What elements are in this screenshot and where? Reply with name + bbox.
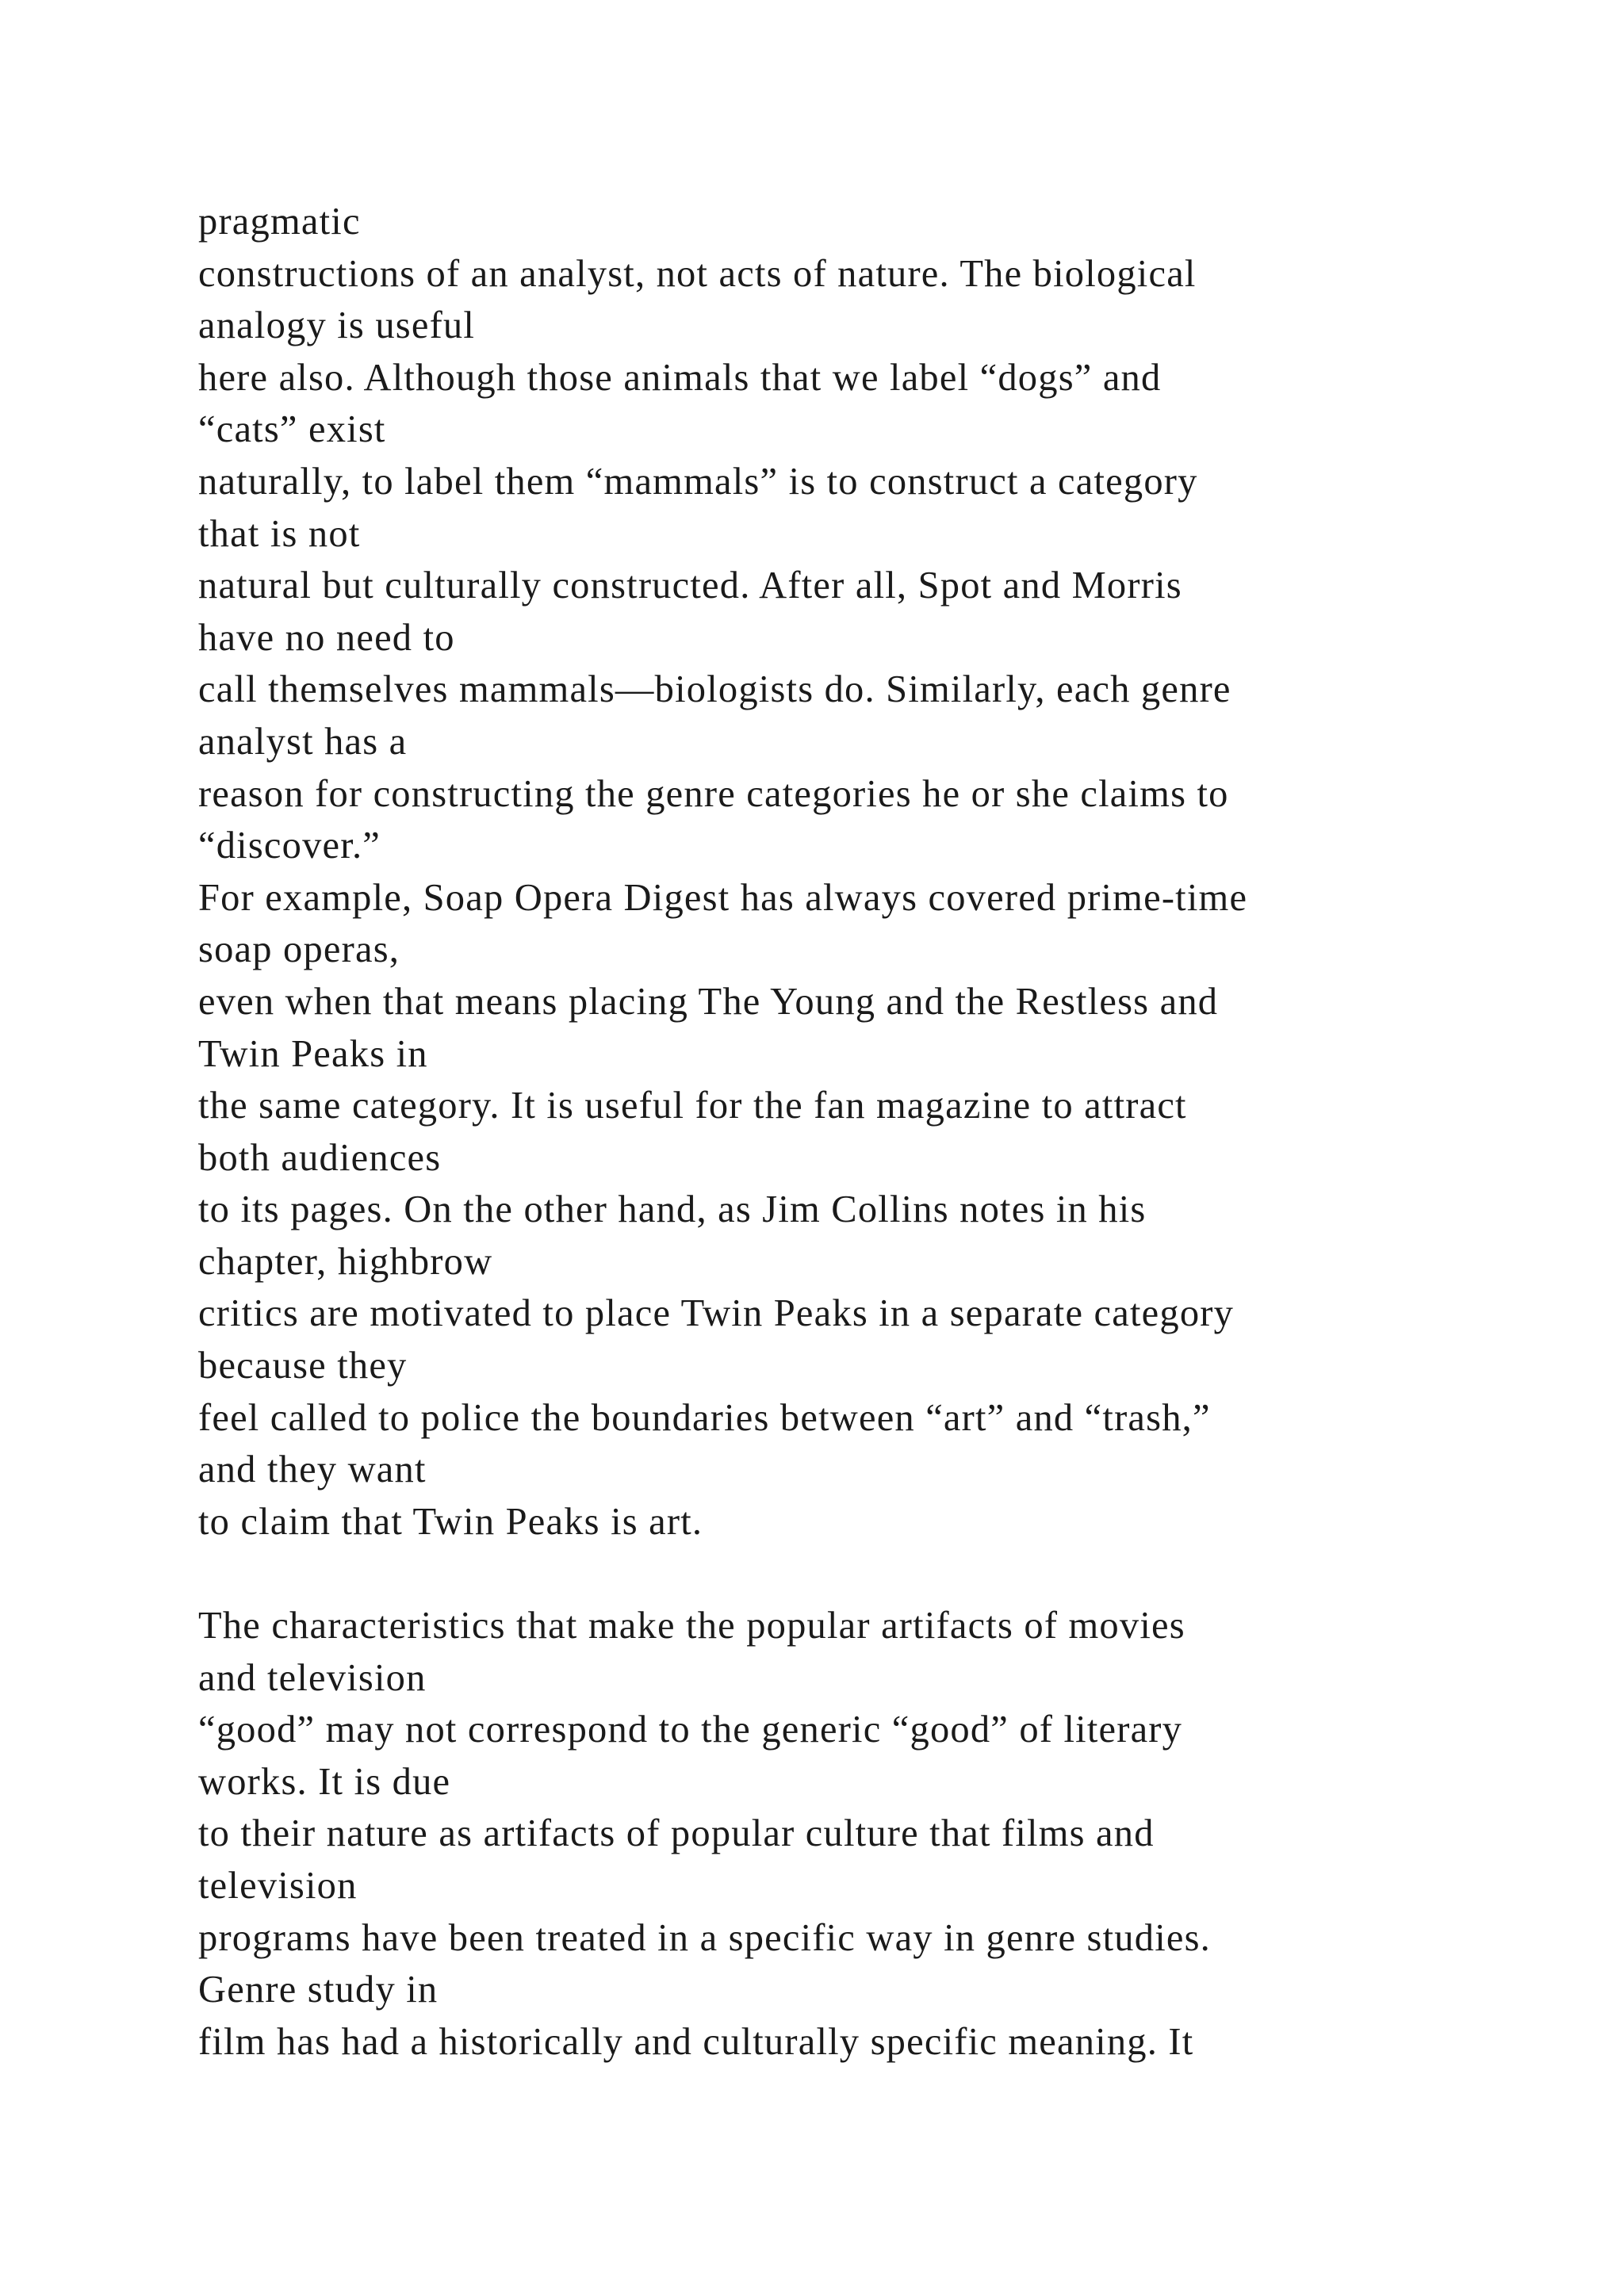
text-line: Twin Peaks in [198,1032,428,1075]
text-line: “good” may not correspond to the generic “good” of literary [198,1709,1183,1751]
text-line: have no need to [198,616,455,659]
text-line: to its pages. On the other hand, as Jim Collins notes in his [198,1188,1147,1231]
text-line: critics are motivated to place Twin Peaks in a separate category [198,1292,1235,1335]
text-line: and they want [198,1448,427,1491]
text-line: to claim that Twin Peaks is art. [198,1500,703,1543]
text-line: here also. Although those animals that we label “dogs” and [198,356,1162,399]
text-line: For example, Soap Opera Digest has always covered prime-time [198,876,1248,919]
text-line: reason for constructing the genre categories he or she claims to [198,772,1229,815]
text-line: to their nature as artifacts of popular culture that films and [198,1812,1155,1855]
text-line: analyst has a [198,720,408,763]
text-line: soap operas, [198,928,400,971]
blank-line [198,1548,1546,1600]
text-line: Genre study in [198,1969,439,2011]
text-line: The characteristics that make the popular artifacts of movies [198,1605,1185,1647]
text-line: “discover.” [198,825,381,867]
text-line: constructions of an analyst, not acts of nature. The biological [198,252,1197,295]
text-line: natural but culturally constructed. After all, Spot and Morris [198,564,1182,607]
text-line: analogy is useful [198,304,476,347]
text-line: both audiences [198,1136,442,1179]
text-line: programs have been treated in a specific way in genre studies. [198,1916,1212,1959]
text-line: because they [198,1345,408,1387]
text-line: chapter, highbrow [198,1240,493,1283]
text-line: pragmatic [198,201,361,243]
text-line: naturally, to label them “mammals” is to construct a category [198,460,1198,503]
text-line: feel called to police the boundaries between “art” and “trash,” [198,1396,1211,1439]
text-line: the same category. It is useful for the fan magazine to attract [198,1085,1187,1127]
text-line: that is not [198,512,361,555]
text-line: call themselves mammals—biologists do. Similarly, each genre [198,668,1231,711]
text-line: film has had a historically and culturally specific meaning. It [198,2020,1194,2063]
document-body-text [198,196,1546,2068]
text-line: “cats” exist [198,408,386,451]
text-line: and television [198,1656,427,1699]
text-line: television [198,1865,358,1907]
text-line: works. It is due [198,1760,451,1803]
text-line: even when that means placing The Young and the Restless and [198,980,1219,1023]
